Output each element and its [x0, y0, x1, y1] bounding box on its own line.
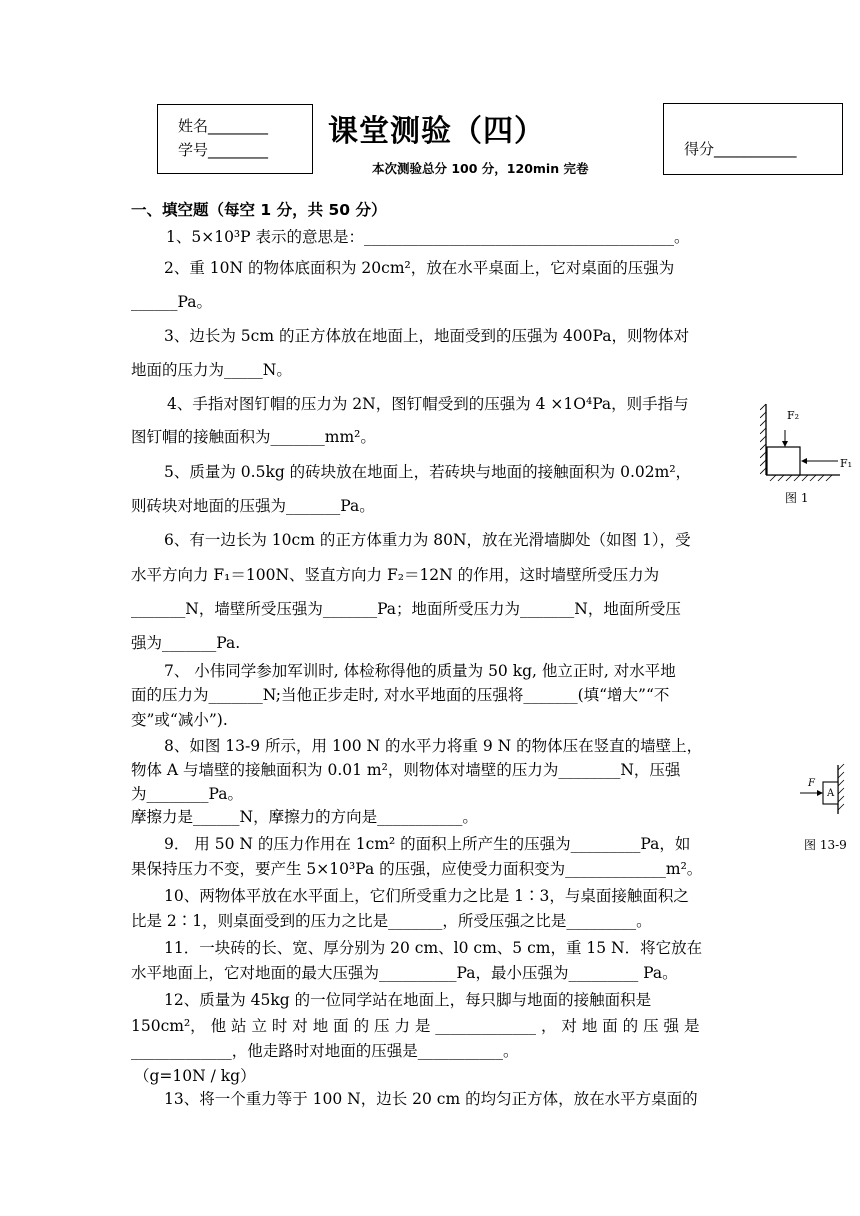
page-title: 课堂测验（四）	[328, 114, 545, 149]
force-f-label: F	[808, 778, 815, 789]
question-line: 摩擦力是______N，摩擦力的方向是___________。	[131, 808, 478, 826]
question-line: 果保持压力不变，要产生 5×10³Pa 的压强，应使受力面积变为_____________m²。	[131, 860, 703, 878]
wall-block-diagram	[760, 400, 852, 482]
question-line: 150cm²， 他 站 立 时 对 地 面 的 压 力 是 _____________ ， 对 地 面 的 压 强 是	[131, 1017, 700, 1035]
section-title: 一、填空题（每空 1 分，共 50 分）	[131, 201, 387, 219]
f2-label: F₂	[787, 409, 800, 422]
figure-1-caption: 图 1	[785, 491, 809, 505]
question-line: 地面的压力为_____N。	[131, 361, 292, 379]
f1-label: F₁	[840, 457, 853, 470]
score-box	[663, 103, 843, 175]
question-line: 3、边长为 5cm 的正方体放在地面上，地面受到的压强为 400Pa，则物体对	[164, 327, 689, 345]
question-line: 比是 2∶1，则桌面受到的压力之比是_______，所受压强之比是_________。	[131, 912, 652, 930]
question-line: 则砖块对地面的压强为_______Pa。	[131, 497, 375, 515]
question-line: 水平地面上，它对地面的最大压强为__________Pa，最小压强为_________ Pa。	[131, 964, 678, 982]
score-field[interactable]: 得分___________	[684, 140, 797, 158]
question-line: 11．一块砖的长、宽、厚分别为 20 cm、l0 cm、5 cm，重 15 N．将它放在	[164, 939, 703, 957]
figure-13-9	[798, 762, 850, 817]
question-line: ______Pa。	[131, 293, 212, 311]
question-line: 9． 用 50 N 的压力作用在 1cm² 的面积上所产生的压强为_________Pa，如	[164, 835, 691, 853]
figure-1	[760, 400, 852, 482]
question-line: 物体 A 与墙壁的接触面积为 0.01 m²，则物体对墙壁的压力为________N，压强	[131, 761, 681, 779]
question-line: 为________Pa。	[131, 785, 243, 803]
question-line: 4、手指对图钉帽的压力为 2N，图钉帽受到的压强为 4 ×1O⁴Pa，则手指与	[167, 395, 689, 413]
question-line: 水平方向力 F₁＝100N、竖直方向力 F₂＝12N 的作用，这时墙壁所受压力为	[131, 566, 660, 584]
question-line: 5、质量为 0.5kg 的砖块放在地面上，若砖块与地面的接触面积为 0.02m²，	[164, 463, 692, 481]
wall-force-diagram	[798, 762, 850, 817]
question-line: 10、两物体平放在水平面上，它们所受重力之比是 1∶3，与桌面接触面积之	[164, 887, 689, 905]
figure-13-9-caption: 图 13-9	[804, 838, 847, 852]
student-info-box	[157, 104, 313, 174]
name-field[interactable]: 姓名________	[178, 117, 269, 135]
question-line: 强为_______Pa.	[131, 634, 241, 652]
question-line: 变”或“减小”).	[131, 711, 228, 729]
question-line: _______N，墙壁所受压强为_______Pa；地面所受压力为_______N，地面所受压	[131, 600, 681, 618]
question-line: 面的压力为_______N;当他正步走时, 对水平地面的压强将_______(填“增大”“不	[131, 686, 670, 704]
student-id-field[interactable]: 学号________	[178, 141, 269, 159]
block-a-label: A	[827, 788, 835, 799]
question-line: _____________，他走路时对地面的压强是___________。	[131, 1042, 519, 1060]
question-line: 12、质量为 45kg 的一位同学站在地面上，每只脚与地面的接触面积是	[164, 991, 652, 1009]
page-subtitle: 本次测验总分 100 分，120min 完卷	[372, 161, 589, 176]
question-line: 6、有一边长为 10cm 的正方体重力为 80N，放在光滑墙脚处（如图 1），受	[164, 531, 691, 549]
question-line: 2、重 10N 的物体底面积为 20cm²，放在水平桌面上，它对桌面的压强为	[164, 259, 675, 277]
question-line: 1、5×10³P 表示的意思是：________________________________________。	[166, 228, 690, 246]
question-line: （g=10N / kg）	[134, 1067, 256, 1085]
question-line: 13、将一个重力等于 100 N，边长 20 cm 的均匀正方体，放在水平方桌面的	[164, 1090, 698, 1108]
question-line: 8、如图 13-9 所示，用 100 N 的水平力将重 9 N 的物体压在竖直的墙壁上，	[164, 737, 703, 755]
question-line: 7、 小伟同学参加军训时, 体检称得他的质量为 50 kg, 他立正时, 对水平地	[164, 662, 676, 680]
question-line: 图钉帽的接触面积为_______mm²。	[131, 428, 376, 446]
